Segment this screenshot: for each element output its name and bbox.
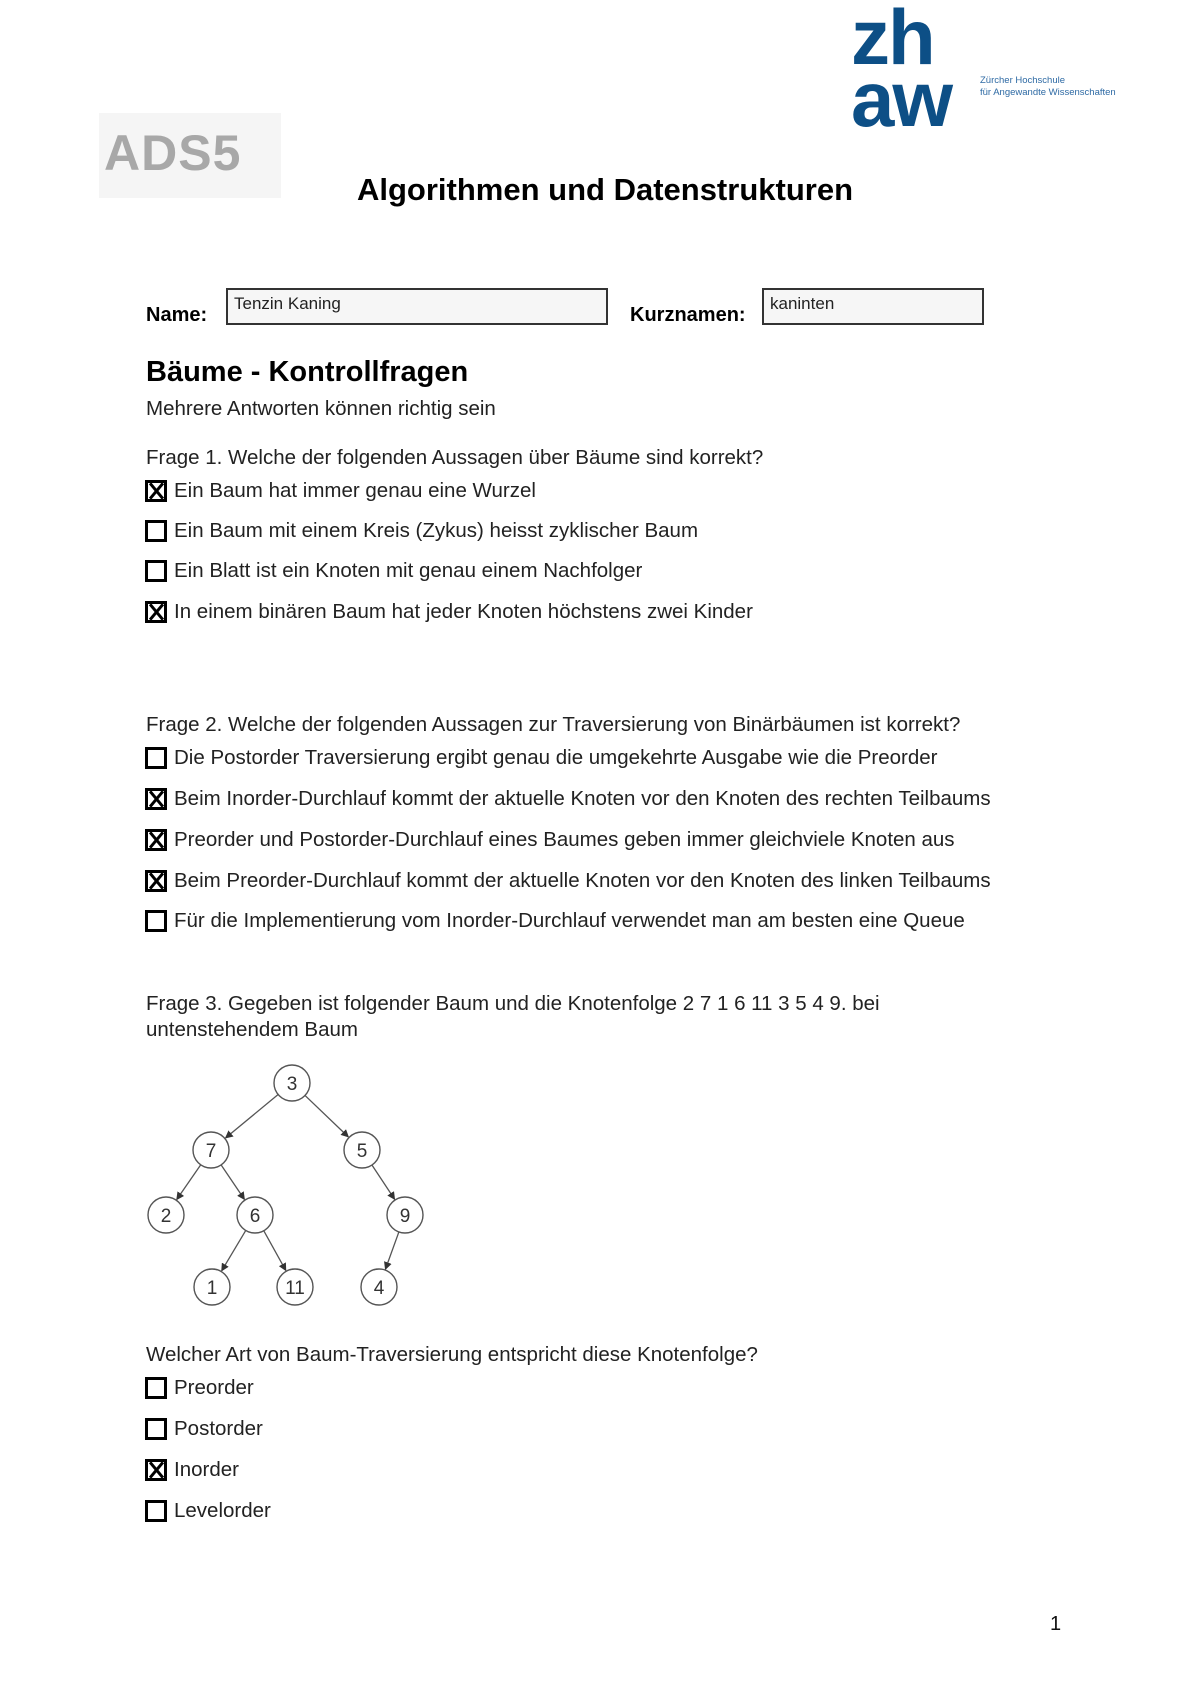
checkbox-checked[interactable]	[145, 1459, 167, 1481]
option-label: Levelorder	[174, 1499, 271, 1522]
tree-node-label: 7	[205, 1141, 217, 1162]
tree-edge	[226, 1094, 278, 1137]
tree-edge	[264, 1231, 286, 1271]
q3-option-postorder[interactable]	[145, 1416, 263, 1442]
q2-option-1[interactable]	[145, 745, 938, 771]
question-3-followup: Welcher Art von Baum-Traversierung entspricht diese Knotenfolge?	[146, 1343, 758, 1366]
shortname-label: Kurznamen:	[630, 304, 746, 326]
tree-edge	[222, 1230, 246, 1270]
checkbox-checked[interactable]	[145, 870, 167, 892]
tree-node-label: 5	[356, 1141, 368, 1162]
logo-institution-line1: Zürcher Hochschule	[980, 75, 1066, 86]
logo-mark	[851, 0, 952, 143]
checkbox-unchecked[interactable]	[145, 520, 167, 542]
q2-option-3[interactable]	[145, 827, 955, 853]
q1-option-1[interactable]	[145, 478, 536, 504]
page-number: 1	[1050, 1613, 1062, 1635]
tree-node	[274, 1065, 310, 1101]
option-label: Beim Inorder-Durchlauf kommt der aktuelle Knoten vor den Knoten des rechten Teilbaums	[174, 787, 991, 810]
shortname-field[interactable]: kaninten	[762, 288, 984, 325]
checkbox-checked[interactable]	[145, 480, 167, 502]
option-label: Ein Blatt ist ein Knoten mit genau einem Nachfolger	[174, 559, 643, 582]
q2-option-4[interactable]	[145, 868, 991, 894]
tree-node	[361, 1269, 397, 1305]
question-1-text: Frage 1. Welche der folgenden Aussagen über Bäume sind korrekt?	[146, 446, 764, 469]
q2-option-2[interactable]	[145, 786, 991, 812]
tree-node	[148, 1197, 184, 1233]
question-2-text: Frage 2. Welche der folgenden Aussagen zur Traversierung von Binärbäumen ist korrekt?	[146, 713, 961, 736]
checkbox-unchecked[interactable]	[145, 1418, 167, 1440]
option-label: Preorder	[174, 1376, 254, 1399]
checkbox-unchecked[interactable]	[145, 560, 167, 582]
tree-edge	[177, 1165, 201, 1200]
tree-node-label: 6	[249, 1206, 261, 1227]
checkbox-unchecked[interactable]	[145, 1377, 167, 1399]
q3-option-inorder[interactable]	[145, 1457, 239, 1483]
tree-edge	[305, 1095, 348, 1136]
checkbox-unchecked[interactable]	[145, 747, 167, 769]
tree-edge	[372, 1165, 395, 1199]
tree-node-label: 4	[373, 1278, 385, 1299]
checkbox-checked[interactable]	[145, 601, 167, 623]
checkbox-unchecked[interactable]	[145, 910, 167, 932]
tree-node-label: 1	[206, 1278, 218, 1299]
logo-institution-line2: für Angewandte Wissenschaften	[980, 87, 1116, 98]
option-label: Postorder	[174, 1417, 263, 1440]
option-label: Inorder	[174, 1458, 239, 1481]
q1-option-3[interactable]	[145, 558, 642, 584]
tree-node	[194, 1269, 230, 1305]
option-label: Ein Baum hat immer genau eine Wurzel	[174, 479, 536, 502]
question-3-text-line2: untenstehendem Baum	[146, 1018, 358, 1041]
logo-mark-line2: aw	[851, 55, 952, 143]
option-label: Ein Baum mit einem Kreis (Zykus) heisst zyklischer Baum	[174, 519, 699, 542]
q1-option-2[interactable]	[145, 518, 698, 544]
tree-node	[344, 1132, 380, 1168]
document-title: Algorithmen und Datenstrukturen	[356, 172, 853, 207]
name-field[interactable]: Tenzin Kaning	[226, 288, 608, 325]
question-3-text-line1: Frage 3. Gegeben ist folgender Baum und die Knotenfolge 2 7 1 6 11 3 5 4 9. bei	[146, 992, 880, 1015]
option-label: In einem binären Baum hat jeder Knoten höchstens zwei Kinder	[174, 600, 753, 623]
option-label: Die Postorder Traversierung ergibt genau die umgekehrte Ausgabe wie die Preorder	[174, 746, 938, 769]
tree-node	[277, 1269, 313, 1305]
tree-node-label: 11	[285, 1278, 305, 1299]
tree-node	[193, 1132, 229, 1168]
logo-mark-line1: zh	[851, 0, 934, 81]
name-label: Name:	[146, 304, 208, 326]
tree-edge	[385, 1232, 398, 1269]
section-subtitle: Mehrere Antworten können richtig sein	[146, 397, 496, 420]
section-heading: Bäume - Kontrollfragen	[146, 356, 469, 388]
tree-node-label: 9	[399, 1206, 411, 1227]
tree-edge	[221, 1165, 244, 1199]
course-code: ADS5	[104, 125, 242, 181]
zhaw-logo	[845, 0, 1135, 147]
tree-node	[387, 1197, 423, 1233]
q2-option-5[interactable]	[145, 908, 965, 934]
tree-node-label: 3	[286, 1074, 298, 1095]
binary-tree-diagram	[140, 1060, 450, 1330]
checkbox-checked[interactable]	[145, 829, 167, 851]
checkbox-checked[interactable]	[145, 788, 167, 810]
logo-institution	[980, 75, 1116, 99]
q3-option-preorder[interactable]	[145, 1375, 254, 1401]
option-label: Für die Implementierung vom Inorder-Durchlauf verwendet man am besten eine Queue	[174, 909, 965, 932]
option-label: Preorder und Postorder-Durchlauf eines Baumes geben immer gleichviele Knoten aus	[174, 828, 955, 851]
checkbox-unchecked[interactable]	[145, 1500, 167, 1522]
tree-node	[237, 1197, 273, 1233]
option-label: Beim Preorder-Durchlauf kommt der aktuelle Knoten vor den Knoten des linken Teilbaums	[174, 869, 991, 892]
q1-option-4[interactable]	[145, 599, 753, 625]
q3-option-levelorder[interactable]	[145, 1498, 271, 1524]
tree-node-label: 2	[160, 1206, 172, 1227]
